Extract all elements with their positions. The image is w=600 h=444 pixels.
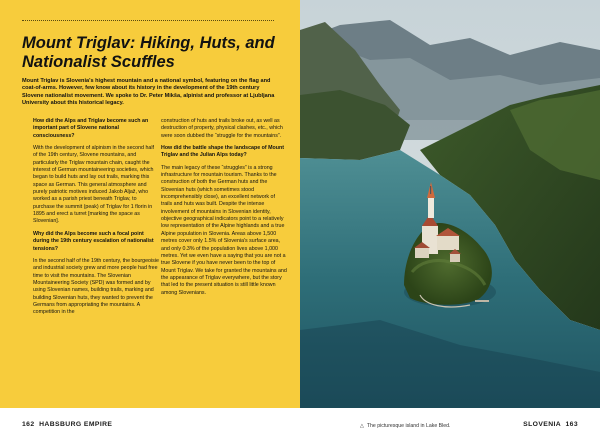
article-title: Mount Triglav: Hiking, Huts, and Nationalist Scuffles — [22, 34, 275, 71]
answer-2: In the second half of the 19th century, the bourgeoisie and industrial society grew and more people had free time to visit the mountains. The Slovenian Mountaineering Society (SPD) was formed and by using Slovenian names, building trails, marking and building Slovenian huts, they wanted to prevent the Germans from appropriating the mountains. A competition in the — [33, 257, 159, 316]
right-section-name: SLOVENIA — [523, 421, 561, 428]
text-column-2 — [161, 118, 287, 302]
left-page-number: 162 — [22, 421, 35, 428]
answer-1: With the development of alpinism in the second half of the 19th century, Slovene mountains, and particularly the Triglav mountain chain, caught the interest of German mountaineering societies, which began to build huts and lay out trails, marking this space as German. This general atmosphere and purely patriotic motives induced Jakob Aljaž, who worked as a parish priest beneath Triglav, to purchase the summit (peak) of Triglav for 1 florin in 1895 and erect a turret [marking the space as Slovenian]. — [33, 145, 155, 225]
question-1: How did the Alps and Triglav become such an important part of Slovene national consciousness? — [33, 118, 149, 139]
right-footer — [523, 421, 578, 428]
answer-2-continued: construction of huts and trails broke out, as well as destruction of property, physical clashes, etc., which were soon dubbed the “struggle for the mountains”. — [161, 118, 283, 139]
caption-text: The picturesque island in Lake Bled. — [366, 423, 451, 429]
right-page-number: 163 — [565, 421, 578, 428]
lake-bled-photo — [300, 0, 600, 408]
left-footer — [22, 421, 112, 428]
left-section-name: HABSBURG EMPIRE — [39, 421, 113, 428]
triangle-up-icon: △ — [360, 423, 364, 429]
dotted-rule — [22, 20, 274, 21]
text-column-1 — [33, 118, 159, 322]
question-2: Why did the Alps become such a focal point during the 19th century escalation of nationalist tensions? — [33, 230, 154, 252]
question-3: How did the battle shape the landscape of Mount Triglav and the Julian Alps today? — [161, 145, 285, 159]
photo-caption — [360, 423, 451, 429]
left-page — [0, 0, 300, 408]
article-intro: Mount Triglav is Slovenia's highest mountain and a national symbol, featuring on the flag and coat-of-arms. However, few know about its history in the development of the 19th century Slovene nationalist movement. We spoke to Dr. Peter Mikša, alpinist and professor at Ljubljana University about this historical legacy. — [22, 78, 275, 107]
answer-3: The main legacy of these “struggles” is a strong infrastructure for mountain tourism. Thanks to the construction of both the German huts and the Slovenian huts (which sometimes stood incomprehensibly close), an excellent network of trails and huts was built. Despite the intense involvement of mountains in Slovenian identity, objective geographical indicators point to a relatively low representation of the Alpine highlands and a true Alpine population in Slovenia. Areas above 1,500 metres cover only 1.5% of Slovenia's surface area, and only 0.3% of the population lives above 1,000 metres. Yet we even have a saying that you are not a true Slovene if you have never been to the top of Mount Triglav. We take for granted the mountains and the appearance of Triglav everywhere, but the story that led to the present situation is still little known among Slovenians. — [161, 164, 287, 296]
